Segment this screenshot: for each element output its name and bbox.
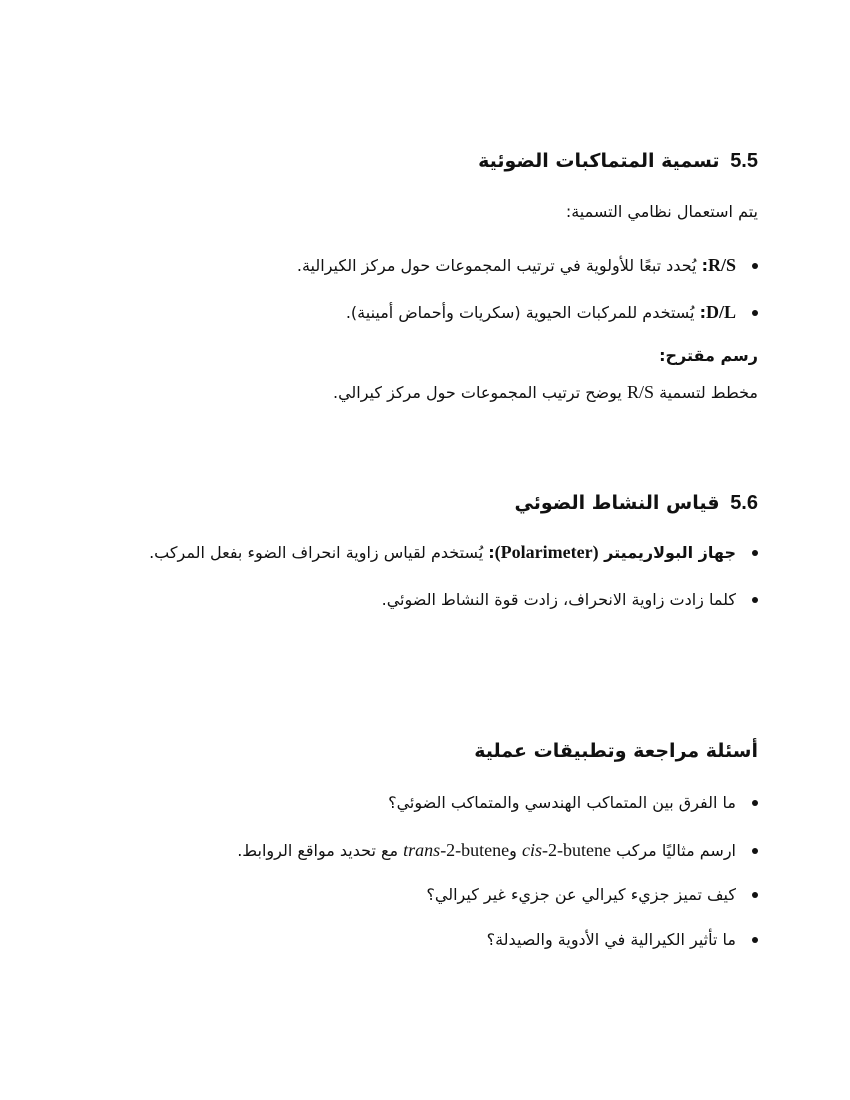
polarimetry-list — [80, 542, 758, 563]
text-part: يوضح ترتيب المجموعات حول مركز كيرالي. — [332, 383, 627, 402]
section-heading — [80, 150, 758, 173]
list-item — [80, 930, 758, 949]
question-text: كيف تميز جزيء كيرالي عن جزيء غير كيرالي؟ — [426, 885, 736, 904]
section-number: 5.5 — [730, 150, 758, 172]
trans-prefix: trans — [403, 840, 441, 860]
trans-butene — [403, 840, 509, 860]
section-number: 5.6 — [730, 492, 758, 514]
review-questions-list — [80, 930, 758, 949]
suggested-figure-label: رسم مقترح: — [659, 346, 758, 365]
term-colon: : — [488, 543, 495, 562]
cis-suffix: -2-butene — [541, 840, 611, 860]
cis-butene — [522, 840, 611, 860]
list-item — [80, 302, 758, 323]
section-5-5 — [80, 150, 758, 173]
list-item — [80, 255, 758, 276]
question-text: ما الفرق بين المتماكب الهندسي والمتماكب الضوئي؟ — [388, 793, 736, 812]
suggested-figure-text — [80, 382, 758, 403]
review-questions-list — [80, 840, 758, 861]
list-item — [80, 542, 758, 563]
list-item — [80, 793, 758, 812]
bullet-icon — [752, 892, 758, 898]
review-section — [80, 740, 758, 762]
section-title: تسمية المتماكبات الضوئية — [478, 150, 720, 172]
trans-suffix: -2-butene — [440, 840, 510, 860]
section-title: قياس النشاط الضوئي — [514, 492, 720, 514]
term-rs: R/S — [707, 255, 736, 275]
bullet-icon — [752, 263, 758, 269]
intro-paragraph: يتم استعمال نظامي التسمية: — [565, 202, 758, 221]
review-questions-list — [80, 793, 758, 812]
bullet-icon — [752, 848, 758, 854]
question-text: ما تأثير الكيرالية في الأدوية والصيدلة؟ — [486, 930, 736, 949]
bullet-icon — [752, 550, 758, 556]
term-rs-inline: R/S — [626, 382, 654, 402]
list-item — [80, 885, 758, 904]
item-text: يُستخدم للمركبات الحيوية (سكريات وأحماض أمينية). — [345, 303, 700, 322]
question-text-part: ارسم مثاليًا مركب — [610, 841, 736, 860]
term-colon: : — [699, 303, 706, 322]
text-part: مخطط لتسمية — [653, 383, 758, 402]
section-5-6 — [80, 492, 758, 515]
term-polarimeter-ar: جهاز البولاريميتر — [598, 543, 736, 562]
polarimetry-list-cont — [80, 590, 758, 609]
naming-systems-list — [80, 255, 758, 276]
naming-systems-list-cont — [80, 302, 758, 323]
bullet-icon — [752, 800, 758, 806]
review-heading: أسئلة مراجعة وتطبيقات عملية — [474, 740, 758, 762]
term-dl: D/L — [705, 302, 736, 322]
bullet-icon — [752, 937, 758, 943]
item-text: يُحدد تبعًا للأولوية في ترتيب المجموعات حول مركز الكيرالية. — [296, 256, 702, 275]
item-text: كلما زادت زاوية الانحراف، زادت قوة النشاط الضوئي. — [381, 590, 736, 609]
cis-prefix: cis — [521, 840, 542, 860]
bullet-icon — [752, 310, 758, 316]
question-text-part: و — [509, 841, 522, 860]
section-heading — [80, 492, 758, 515]
question-text-part: مع تحديد مواقع الروابط. — [237, 841, 404, 860]
item-text: يُستخدم لقياس زاوية انحراف الضوء بفعل المركب. — [149, 543, 489, 562]
term-colon: : — [701, 256, 708, 275]
list-item — [80, 840, 758, 861]
list-item — [80, 590, 758, 609]
review-questions-list — [80, 885, 758, 904]
bullet-icon — [752, 597, 758, 603]
term-polarimeter-en: (Polarimeter) — [494, 542, 599, 562]
